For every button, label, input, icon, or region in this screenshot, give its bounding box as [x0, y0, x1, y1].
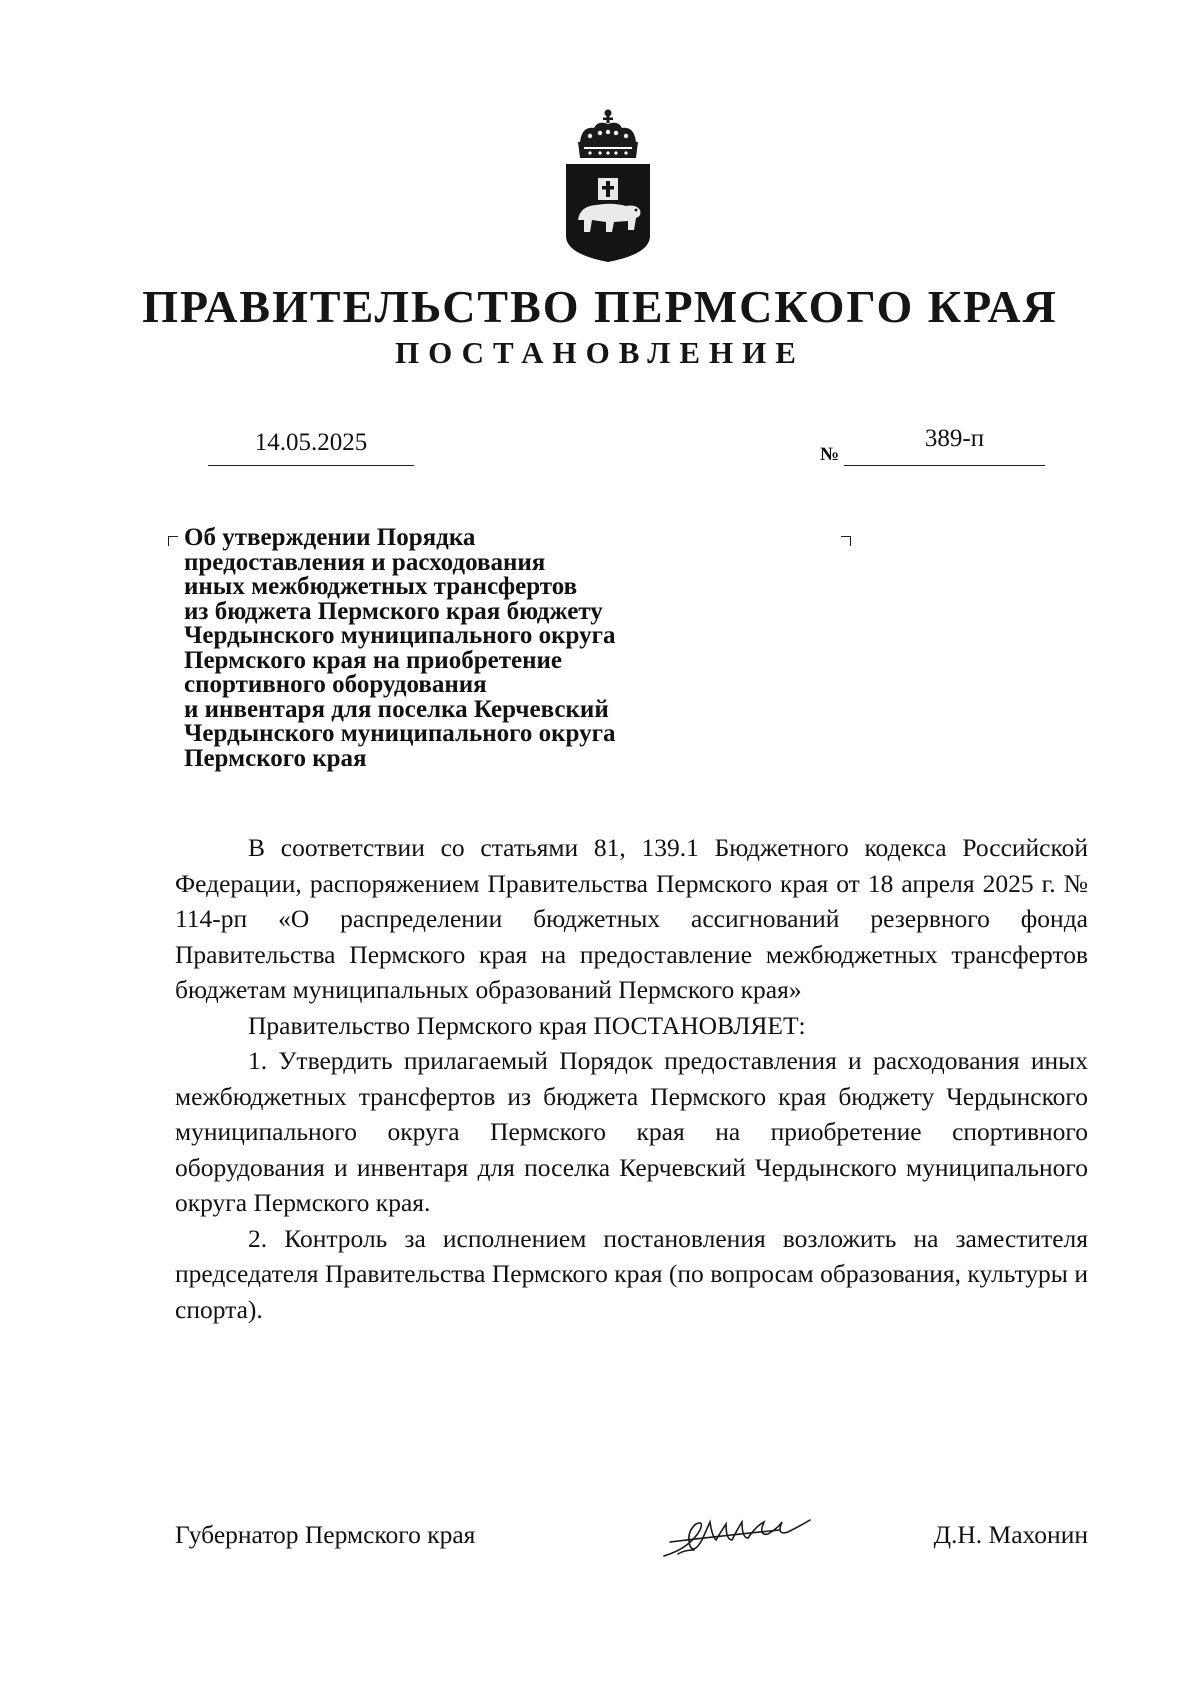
perm-krai-coat-of-arms-icon [560, 108, 656, 264]
document-number-block [820, 424, 1045, 466]
preamble-paragraph: В соответствии со статьями 81, 139.1 Бюджетного кодекса Российской Федерации, распоряжением Правительства Пермского края от 18 апреля 2025 г. № 114-рп «О распределении бюджетных ассигнований резервного фонда Правительства Пермского края на предоставление межбюджетных трансфертов бюджетам муниципальных образований Пермского края» [175, 833, 1088, 1004]
subject-title: Об утверждении Порядка предоставления и расходования иных межбюджетных трансфертов из бюджета Пермского края бюджету Чердынского муниципального округа Пермского края на приобретение спортивного оборудования и инвентаря для поселка Керчевский Чердынского муниципального округа Пермского края [184, 524, 616, 772]
signature-block [175, 1510, 1088, 1570]
corner-bracket-right [841, 536, 851, 546]
item-1-paragraph: 1. Утвердить прилагаемый Порядок предоставления и расходования иных межбюджетных трансфертов из бюджета Пермского края бюджету Чердынского муниципального округа Пермского края на приобретение спортивного оборудования и инвентаря для поселка Керчевский Чердынского муниципального округа Пермского края. [175, 1046, 1088, 1217]
document-type: ПОСТАНОВЛЕНИЕ [395, 335, 805, 370]
number-sign: № [820, 444, 840, 465]
item-2-paragraph: 2. Контроль за исполнением постановления возложить на заместителя председателя Правительства Пермского края (по вопросам образования, культуры и спорта). [175, 1223, 1088, 1324]
resolves-paragraph: Правительство Пермского края ПОСТАНОВЛЯЕТ: [248, 1010, 806, 1040]
handwritten-signature-icon [660, 1510, 820, 1562]
signatory-position: Губернатор Пермского края [175, 1520, 476, 1549]
corner-bracket-left [168, 536, 178, 546]
signatory-name: Д.Н. Махонин [933, 1520, 1088, 1549]
document-number: 389-п [844, 424, 1045, 466]
government-title: ПРАВИТЕЛЬСТВО ПЕРМСКОГО КРАЯ [142, 281, 1058, 332]
document-date: 14.05.2025 [208, 428, 414, 466]
document-body [175, 830, 1088, 1327]
